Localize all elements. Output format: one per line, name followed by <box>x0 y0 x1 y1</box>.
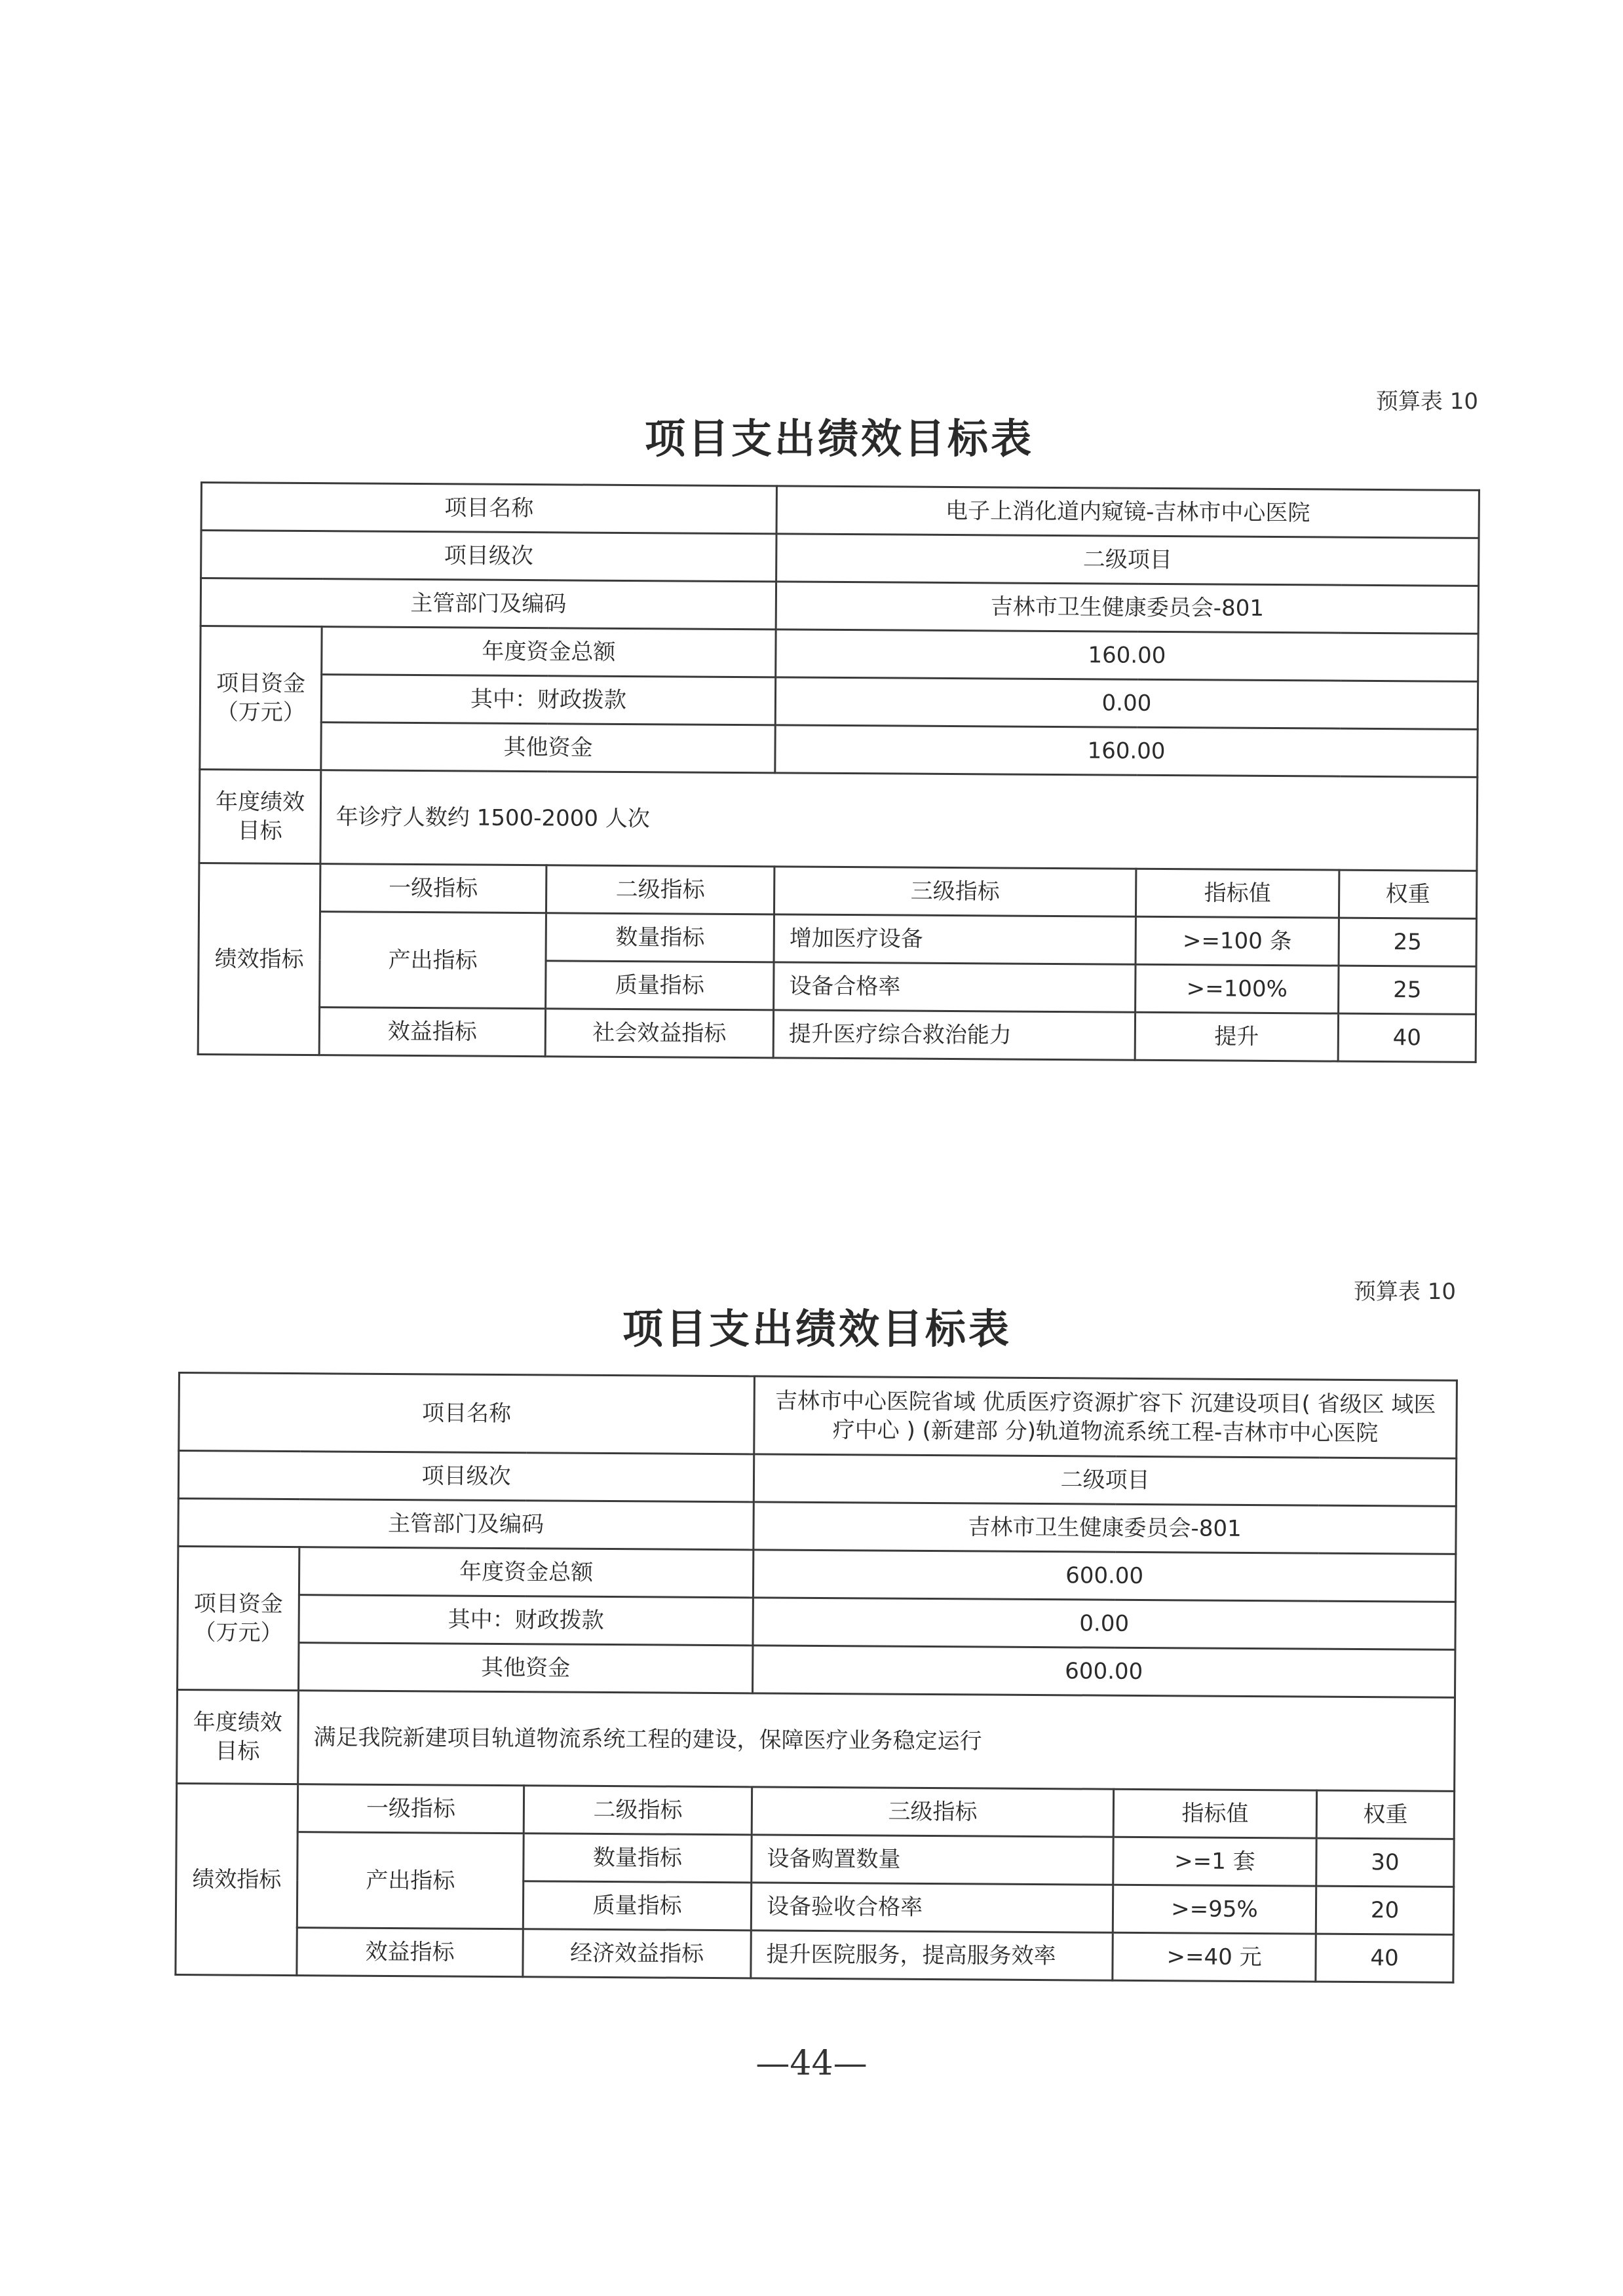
row-level3: 提升医疗综合救治能力 <box>773 1010 1135 1060</box>
row-value: >=95% <box>1113 1885 1316 1934</box>
project-name-label: 项目名称 <box>201 483 776 534</box>
row-level3: 提升医院服务，提高服务效率 <box>751 1930 1113 1980</box>
other-funds-value: 600.00 <box>753 1646 1455 1698</box>
header-level3: 三级指标 <box>752 1787 1113 1837</box>
other-funds-label: 其他资金 <box>321 723 775 773</box>
fiscal-value: 0.00 <box>753 1598 1455 1650</box>
row-value: 提升 <box>1135 1012 1338 1061</box>
form-number: 预算表 10 <box>1375 388 1478 415</box>
header-weight: 权重 <box>1316 1790 1454 1839</box>
target-table <box>174 1372 1458 1984</box>
page-number: —44— <box>755 2044 868 2083</box>
table-title: 项目支出绩效目标表 <box>622 1305 1012 1353</box>
row-weight: 40 <box>1316 1934 1453 1982</box>
row-weight: 30 <box>1316 1838 1454 1887</box>
annual-total-value: 600.00 <box>753 1550 1455 1602</box>
form-number: 预算表 10 <box>1353 1279 1456 1305</box>
header-level1: 一级指标 <box>320 864 546 913</box>
header-value: 指标值 <box>1113 1789 1316 1838</box>
header-level3: 三级指标 <box>774 867 1136 916</box>
header-weight: 权重 <box>1339 870 1476 918</box>
annual-goal-label: 年度绩效 目标 <box>177 1690 299 1784</box>
row-value: >=100 条 <box>1136 916 1339 966</box>
row-level3: 增加医疗设备 <box>774 914 1136 964</box>
output-indicator-label: 产出指标 <box>297 1832 524 1929</box>
row-level2: 经济效益指标 <box>523 1929 751 1978</box>
project-level-value: 二级项目 <box>776 534 1479 586</box>
perf-indicator-label: 绩效指标 <box>198 863 320 1055</box>
row-level2: 质量指标 <box>546 961 774 1010</box>
row-weight: 25 <box>1339 918 1476 966</box>
annual-goal-value: 年诊疗人数约 1500-2000 人次 <box>320 770 1478 871</box>
row-weight: 40 <box>1338 1013 1476 1062</box>
output-indicator-label: 产出指标 <box>320 912 546 1009</box>
fiscal-label: 其中：财政拨款 <box>321 675 775 725</box>
annual-goal-label: 年度绩效 目标 <box>199 770 321 864</box>
annual-total-value: 160.00 <box>776 630 1478 682</box>
dept-label: 主管部门及编码 <box>200 578 776 630</box>
funds-label: 项目资金 （万元） <box>200 626 322 770</box>
dept-value: 吉林市卫生健康委员会-801 <box>754 1502 1456 1554</box>
performance-table-2 <box>178 1273 1456 1976</box>
project-level-label: 项目级次 <box>201 531 776 582</box>
row-level2: 数量指标 <box>546 913 774 962</box>
row-value: >=100% <box>1136 964 1339 1013</box>
row-level3: 设备合格率 <box>774 962 1136 1012</box>
dept-value: 吉林市卫生健康委员会-801 <box>776 582 1478 634</box>
row-level2: 质量指标 <box>523 1881 751 1930</box>
project-name-value: 电子上消化道内窥镜-吉林市中心医院 <box>776 486 1479 538</box>
performance-table-1 <box>200 383 1478 1055</box>
annual-goal-value: 满足我院新建项目轨道物流系统工程的建设，保障医疗业务稳定运行 <box>298 1691 1455 1792</box>
project-level-value: 二级项目 <box>754 1454 1456 1507</box>
row-value: >=1 套 <box>1113 1837 1316 1886</box>
header-level2: 二级指标 <box>546 865 774 914</box>
row-value: >=40 元 <box>1113 1932 1316 1982</box>
fiscal-value: 0.00 <box>775 677 1478 730</box>
target-table <box>197 481 1480 1063</box>
fiscal-label: 其中：财政拨款 <box>299 1595 753 1646</box>
header-value: 指标值 <box>1136 869 1339 918</box>
row-level2: 数量指标 <box>524 1834 752 1883</box>
other-funds-value: 160.00 <box>775 725 1478 778</box>
row-level3: 设备购置数量 <box>752 1835 1113 1885</box>
other-funds-label: 其他资金 <box>299 1643 753 1693</box>
project-level-label: 项目级次 <box>178 1451 754 1502</box>
row-weight: 20 <box>1316 1886 1453 1934</box>
project-name-value: 吉林市中心医院省域 优质医疗资源扩容下 沉建设项目( 省级区 域医疗中心 ) (新建部 分)轨道物流系统工程-吉林市中心医院 <box>754 1376 1457 1459</box>
header-level1: 一级指标 <box>297 1784 524 1834</box>
row-level3: 设备验收合格率 <box>751 1883 1113 1932</box>
dept-label: 主管部门及编码 <box>178 1499 754 1550</box>
funds-label: 项目资金 （万元） <box>178 1547 299 1691</box>
row-level2: 社会效益指标 <box>545 1009 773 1058</box>
header-level2: 二级指标 <box>524 1786 752 1835</box>
benefit-indicator-label: 效益指标 <box>297 1928 523 1977</box>
perf-indicator-label: 绩效指标 <box>176 1783 298 1975</box>
annual-total-label: 年度资金总额 <box>299 1547 753 1598</box>
project-name-label: 项目名称 <box>179 1373 755 1454</box>
row-weight: 25 <box>1339 966 1476 1014</box>
benefit-indicator-label: 效益指标 <box>319 1007 545 1057</box>
annual-total-label: 年度资金总额 <box>322 627 776 677</box>
table-title: 项目支出绩效目标表 <box>644 415 1034 462</box>
